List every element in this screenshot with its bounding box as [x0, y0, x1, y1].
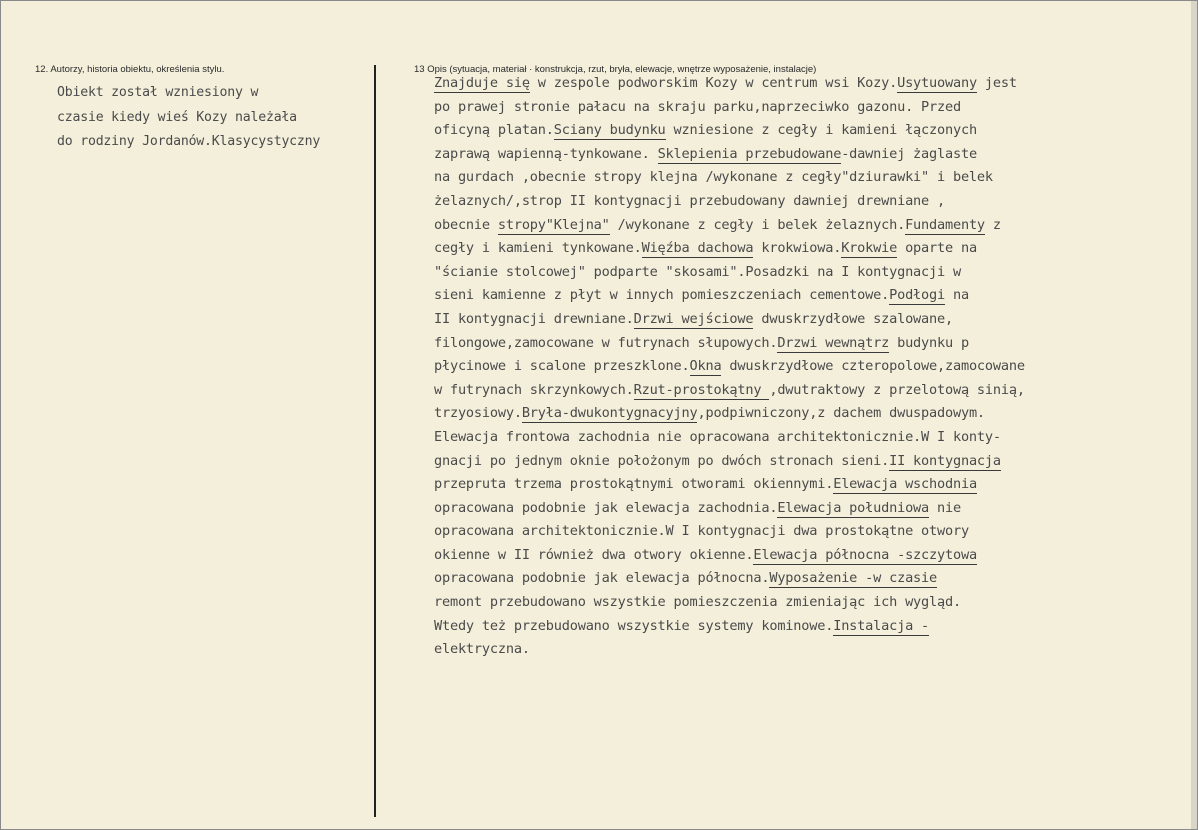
text-segment: krokwiowa. — [753, 240, 842, 257]
text-line — [434, 308, 1025, 332]
column-divider — [374, 65, 376, 817]
text-line — [434, 567, 1025, 591]
text-segment: -dawniej żaglaste — [841, 145, 977, 162]
text-segment: ,dwutraktowy z przelotową sinią, — [769, 381, 1025, 398]
text-segment: płycinowe i scalone przeszklone. — [434, 358, 690, 375]
text-line — [434, 473, 1025, 497]
card-edge — [1191, 1, 1197, 829]
underlined-term: II kontygnacja — [889, 452, 1001, 469]
text-line — [434, 261, 1025, 285]
section-12-text — [57, 81, 320, 155]
text-segment: na — [945, 287, 969, 304]
text-segment: gnacji po jednym oknie położonym po dwóch stronach sieni. — [434, 452, 890, 469]
underlined-term: Usytuowany — [897, 75, 977, 91]
underlined-term: Krokwie — [841, 240, 898, 257]
text-segment: jest — [976, 75, 1017, 91]
text-line — [434, 72, 1025, 96]
text-segment: po prawej stronie pałacu na skraju parku,naprzeciwko gazonu. Przed — [434, 98, 961, 115]
underlined-term: Znajduje się — [434, 75, 530, 91]
text-line: do rodziny Jordanów.Klasycystyczny — [57, 134, 321, 149]
text-segment: oparte na — [897, 240, 977, 257]
text-segment: Wtedy też przebudowano wszystkie systemy kominowe. — [434, 617, 834, 634]
text-segment: w futrynach skrzynkowych. — [434, 381, 634, 398]
underlined-term: Drzwi wewnątrz — [777, 334, 890, 351]
underlined-term: Więźba dachowa — [641, 240, 754, 257]
text-segment: budynku p — [889, 334, 969, 351]
text-segment: remont przebudowano wszystkie pomieszczenia zmieniając ich wygląd. — [434, 594, 961, 611]
text-line — [434, 143, 1025, 167]
text-segment: obecnie — [434, 216, 498, 233]
text-segment: filongowe,zamocowane w futrynach słupowych. — [434, 334, 778, 351]
text-line — [434, 119, 1025, 143]
text-segment: opracowana architektonicznie.W I kontygnacji dwa prostokątne otwory — [434, 523, 969, 540]
text-line — [434, 379, 1025, 403]
text-line — [434, 591, 1025, 615]
underlined-term: Elewacja północna -szczytowa — [753, 546, 977, 563]
underlined-term: Drzwi wejściowe — [633, 310, 754, 327]
text-line: czasie kiedy wieś Kozy należała — [57, 109, 297, 125]
underlined-term: Fundamenty — [905, 216, 985, 233]
text-segment: opracowana podobnie jak elewacja zachodnia. — [434, 499, 778, 516]
text-line — [434, 402, 1025, 426]
text-segment: dwuskrzydłowe czteropolowe,zamocowane — [721, 358, 1025, 375]
text-segment: z — [984, 216, 1001, 233]
text-line — [434, 284, 1025, 308]
underlined-term: Elewacja wschodnia — [833, 476, 977, 493]
text-line — [434, 355, 1025, 379]
text-segment: nie — [929, 499, 961, 516]
underlined-term: stropy"Klejna" — [497, 216, 610, 233]
section-12-heading: 12. Autorzy, historia obiektu, określenia stylu. — [35, 64, 225, 75]
text-segment: zaprawą wapienną-tynkowane. — [434, 145, 658, 162]
underlined-term: Sklepienia przebudowane — [657, 145, 842, 162]
text-segment: dwuskrzydłowe szalowane, — [753, 310, 953, 327]
text-line: Obiekt został wzniesiony w — [57, 85, 259, 100]
text-segment: przepruta trzema prostokątnymi otworami okiennymi. — [434, 476, 834, 493]
section-13-text — [434, 72, 1025, 662]
text-segment: Elewacja frontowa zachodnia nie opracowana architektonicznie.W I konty- — [434, 428, 1001, 445]
underlined-term: Instalacja - — [833, 617, 930, 634]
text-line — [434, 520, 1025, 544]
text-line — [434, 544, 1025, 568]
underlined-term: Okna — [689, 358, 722, 375]
text-segment: w zespole podworskim Kozy w centrum wsi Kozy. — [529, 75, 898, 91]
text-segment: II kontygnacji drewniane. — [434, 310, 634, 327]
text-segment: elektryczna. — [434, 641, 530, 658]
text-line — [434, 497, 1025, 521]
underlined-term: Sciany budynku — [553, 122, 666, 139]
text-line — [434, 214, 1025, 238]
text-line — [434, 638, 1025, 662]
text-segment: "ścianie stolcowej" podparte "skosami".Posadzki na I kontygnacji w — [434, 263, 961, 280]
text-line — [434, 166, 1025, 190]
text-line — [434, 190, 1025, 214]
text-line — [434, 450, 1025, 474]
underlined-term: Elewacja południowa — [777, 499, 930, 516]
text-segment: ,podpiwniczony,z dachem dwuspadowym. — [697, 405, 985, 422]
text-line — [434, 615, 1025, 639]
text-line — [434, 237, 1025, 261]
underlined-term: Rzut-prostokątny — [633, 381, 770, 398]
text-segment: opracowana podobnie jak elewacja północna. — [434, 570, 770, 587]
underlined-term: Wyposażenie -w czasie — [769, 570, 938, 587]
text-segment: oficyną platan. — [434, 122, 554, 139]
text-segment: wzniesione z cegły i kamieni łączonych — [665, 122, 977, 139]
text-segment: cegły i kamieni tynkowane. — [434, 240, 642, 257]
text-segment: trzyosiowy. — [434, 405, 522, 422]
underlined-term: Podłogi — [889, 287, 945, 304]
text-segment: na gurdach ,obecnie stropy klejna /wykonane z cegły"dziurawki" i belek — [434, 169, 993, 186]
text-segment: sieni kamienne z płyt w innych pomieszczeniach cementowe. — [434, 287, 890, 304]
text-segment: okienne w II również dwa otwory okienne. — [434, 546, 754, 563]
text-line — [434, 426, 1025, 450]
text-line — [434, 96, 1025, 120]
section-13-heading: 13 Opis (sytuacja, materiał · konstrukcja, rzut, bryła, elewacje, wnętrze wyposażenie, instalacje) — [414, 64, 817, 75]
text-segment: /wykonane z cegły i belek żelaznych. — [609, 216, 906, 233]
text-segment: żelaznych/,strop II kontygnacji przebudowany dawniej drewniane , — [434, 192, 945, 209]
underlined-term: Bryła-dwukontygnacyjny — [521, 405, 698, 422]
text-line — [434, 332, 1025, 356]
